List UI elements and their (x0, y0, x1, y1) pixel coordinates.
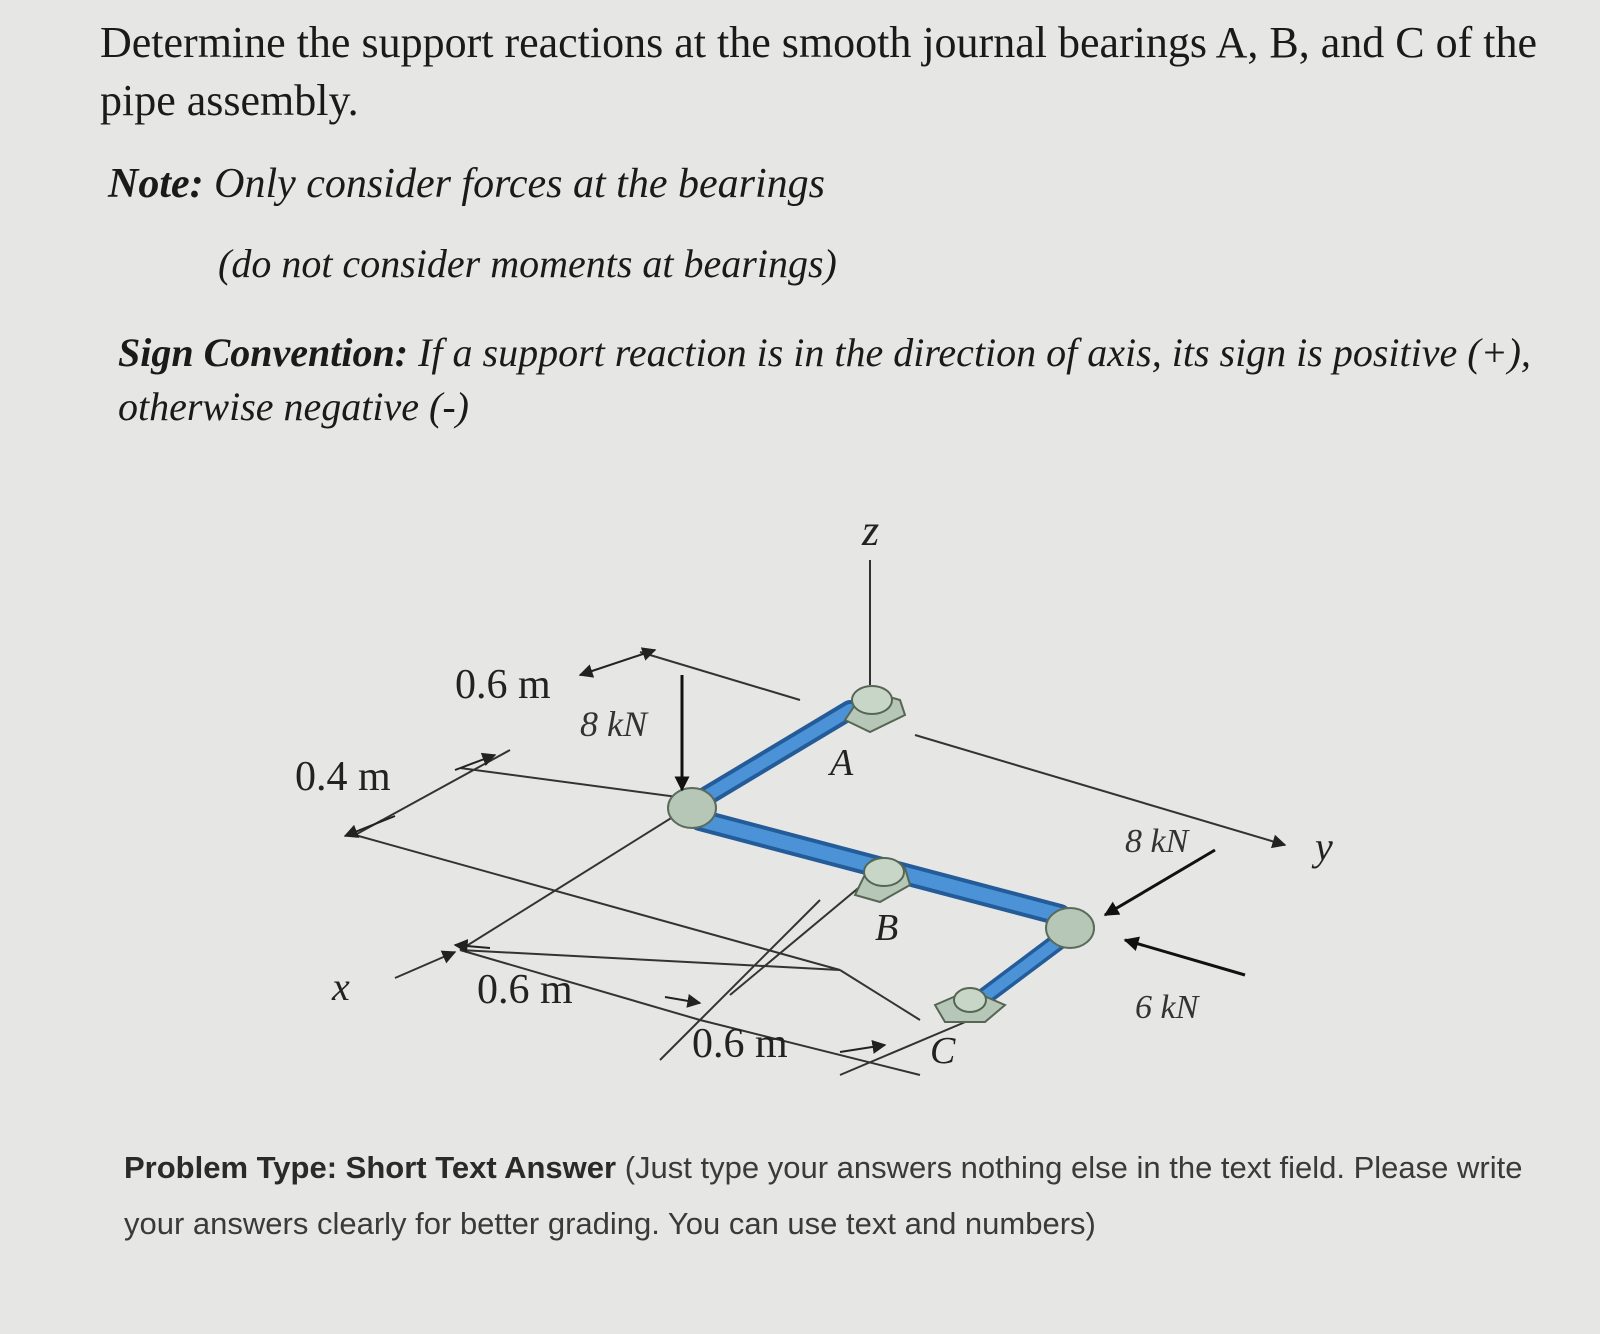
problem-type-kind: Short Text Answer (345, 1150, 617, 1185)
question-text: Determine the support reactions at the smooth journal bearings A, B, and C of the pipe assembly. (100, 18, 1538, 125)
sign-convention (118, 326, 1538, 434)
problem-type (124, 1140, 1564, 1252)
dim-bottom-2-label: 0.6 m (692, 1021, 788, 1067)
force-right-top-label: 8 kN (1125, 823, 1189, 860)
bearing-c-label: C (930, 1030, 956, 1072)
axis-x-label: x (332, 964, 350, 1009)
sign-convention-text: If a support reaction is in the direction of axis, its sign is positive (+), otherwise negative (-) (118, 330, 1531, 429)
axis-y-label: y (1315, 824, 1333, 869)
dim-left-label: 0.4 m (295, 754, 391, 800)
pipe-assembly-figure (280, 500, 1333, 1120)
note-text: Only consider forces at the bearings (214, 161, 825, 207)
note-label: Note: (108, 161, 204, 207)
force-right-bottom-arrow (1125, 940, 1245, 975)
pipe-segments (700, 710, 1060, 1000)
note-line (108, 160, 825, 208)
note-subtext: (do not consider moments at bearings) (218, 241, 837, 286)
problem-type-instructions: (Just type your answers nothing else in the text field. Please write your answers clearly for better grading. You can use text and numbers) (124, 1150, 1523, 1241)
dim-bottom-1-label: 0.6 m (477, 967, 573, 1013)
bearing-a (845, 686, 905, 732)
y-axis-line (915, 735, 1285, 845)
elbow-joint-left (668, 788, 716, 828)
force-vertical-label: 8 kN (580, 704, 647, 744)
problem-type-label: Problem Type: (124, 1150, 338, 1185)
elbow-joint-right (1046, 908, 1094, 948)
force-right-bottom-label: 6 kN (1135, 989, 1199, 1026)
bearing-b-label: B (875, 907, 899, 949)
dim-top-label: 0.6 m (455, 662, 551, 708)
sign-convention-label: Sign Convention: (118, 330, 409, 375)
axis-z-label: z (862, 506, 880, 555)
bearing-a-label: A (830, 742, 854, 784)
